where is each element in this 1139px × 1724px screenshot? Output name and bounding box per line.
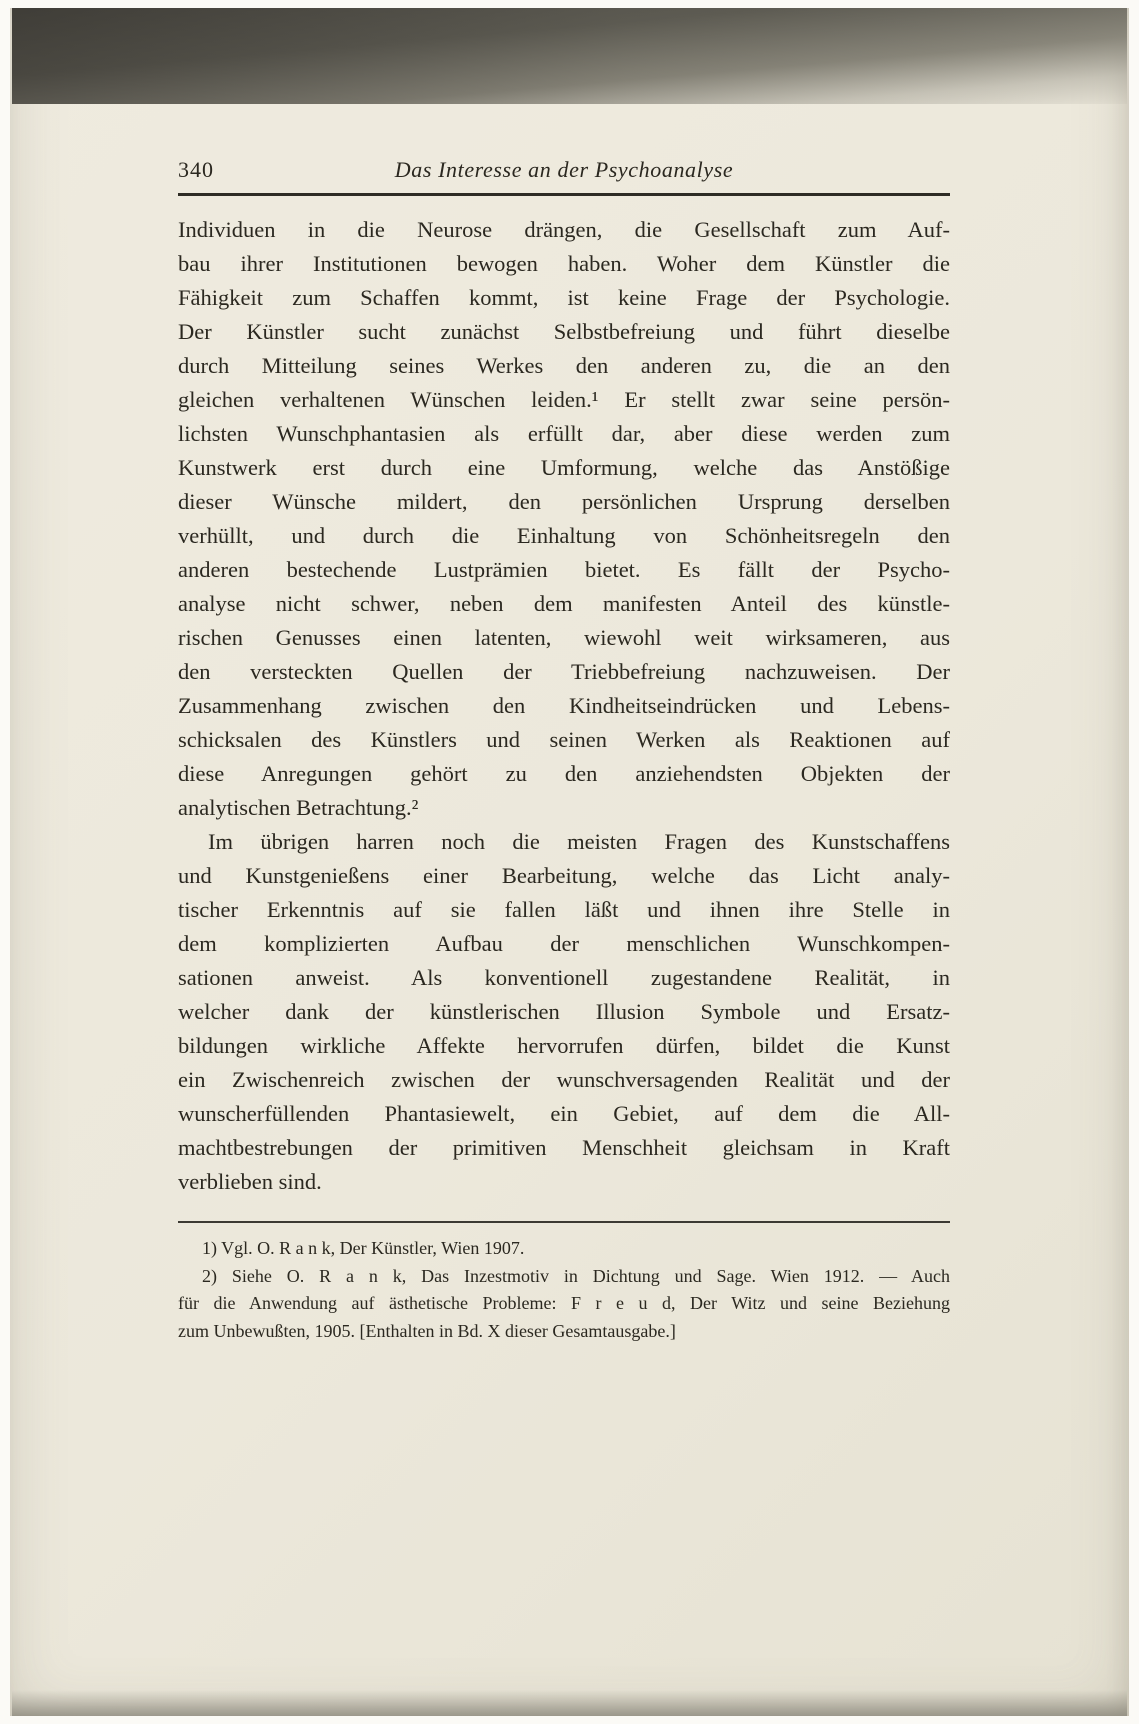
text-line: Im übrigen harren noch die meisten Fragen des Kunstschaffens: [208, 829, 950, 854]
paragraph: [178, 213, 950, 825]
text-line: den versteckten Quellen der Triebbefreiung nachzuweisen. Der: [178, 659, 950, 684]
text-line: rischen Genusses einen latenten, wiewohl weit wirksameren, aus: [178, 625, 950, 650]
footnote-line: 1) Vgl. O. R a n k, Der Künstler, Wien 1907.: [202, 1238, 525, 1258]
text-line: dieser Wünsche mildert, den persönlichen Ursprung derselben: [178, 489, 950, 514]
text-line: anderen bestechende Lustprämien bietet. Es fällt der Psycho-: [178, 557, 950, 582]
footnote-line: 2) Siehe O. R a n k, Das Inzestmotiv in Dichtung und Sage. Wien 1912. — Auch: [202, 1265, 950, 1286]
page-content: [178, 156, 950, 1345]
text-line: verhüllt, und durch die Einhaltung von Schönheitsregeln den: [178, 523, 950, 548]
footnote: [178, 1235, 950, 1263]
text-line: analytischen Betrachtung.²: [178, 795, 419, 820]
header-rule: [178, 193, 950, 196]
footnotes: [178, 1235, 950, 1345]
text-line: machtbestrebungen der primitiven Menschheit gleichsam in Kraft: [178, 1135, 950, 1160]
text-line: dem komplizierten Aufbau der menschlichen Wunschkompen-: [178, 931, 950, 956]
scan-shadow-bottom: [12, 1690, 1127, 1716]
text-line: ein Zwischenreich zwischen der wunschversagenden Realität und der: [178, 1067, 950, 1092]
text-line: und Kunstgenießens einer Bearbeitung, welche das Licht analy-: [178, 863, 950, 888]
text-line: bau ihrer Institutionen bewogen haben. Woher dem Künstler die: [178, 251, 950, 276]
footnote-line: für die Anwendung auf ästhetische Probleme: F r e u d, Der Witz und seine Beziehung: [178, 1293, 950, 1313]
text-line: welcher dank der künstlerischen Illusion Symbole und Ersatz-: [178, 999, 950, 1024]
footnote-line: zum Unbewußten, 1905. [Enthalten in Bd. X dieser Gesamtausgabe.]: [178, 1320, 676, 1341]
text-line: bildungen wirkliche Affekte hervorrufen dürfen, bildet die Kunst: [178, 1033, 950, 1058]
text-line: diese Anregungen gehört zu den anziehendsten Objekten der: [178, 761, 950, 786]
text-line: wunscherfüllenden Phantasiewelt, ein Gebiet, auf dem die All-: [178, 1101, 950, 1126]
book-page: [10, 8, 1129, 1716]
page-number: 340: [178, 157, 214, 182]
text-line: tischer Erkenntnis auf sie fallen läßt und ihnen ihre Stelle in: [178, 897, 950, 922]
scan-shadow-top: [12, 8, 1127, 104]
text-line: Zusammenhang zwischen den Kindheitseindrücken und Lebens-: [178, 693, 950, 718]
text-line: analyse nicht schwer, neben dem manifesten Anteil des künstle-: [178, 591, 950, 616]
body-text: [178, 213, 950, 1199]
text-line: gleichen verhaltenen Wünschen leiden.¹ Er stellt zwar seine persön-: [178, 387, 950, 412]
footnote: [178, 1263, 950, 1346]
page-header: [178, 156, 950, 184]
text-line: Fähigkeit zum Schaffen kommt, ist keine Frage der Psychologie.: [178, 285, 950, 310]
running-title: Das Interesse an der Psychoanalyse: [394, 157, 734, 182]
text-line: schicksalen des Künstlers und seinen Werken als Reaktionen auf: [178, 727, 950, 752]
footnote-rule: [178, 1221, 950, 1223]
paragraph: [178, 825, 950, 1199]
text-line: Kunstwerk erst durch eine Umformung, welche das Anstößige: [178, 455, 950, 480]
text-line: Individuen in die Neurose drängen, die Gesellschaft zum Auf-: [178, 217, 950, 242]
text-line: verblieben sind.: [178, 1169, 322, 1194]
text-line: sationen anweist. Als konventionell zugestandene Realität, in: [178, 965, 950, 990]
text-line: Der Künstler sucht zunächst Selbstbefreiung und führt dieselbe: [178, 319, 950, 344]
text-line: durch Mitteilung seines Werkes den anderen zu, die an den: [178, 353, 950, 378]
text-line: lichsten Wunschphantasien als erfüllt dar, aber diese werden zum: [178, 421, 950, 446]
